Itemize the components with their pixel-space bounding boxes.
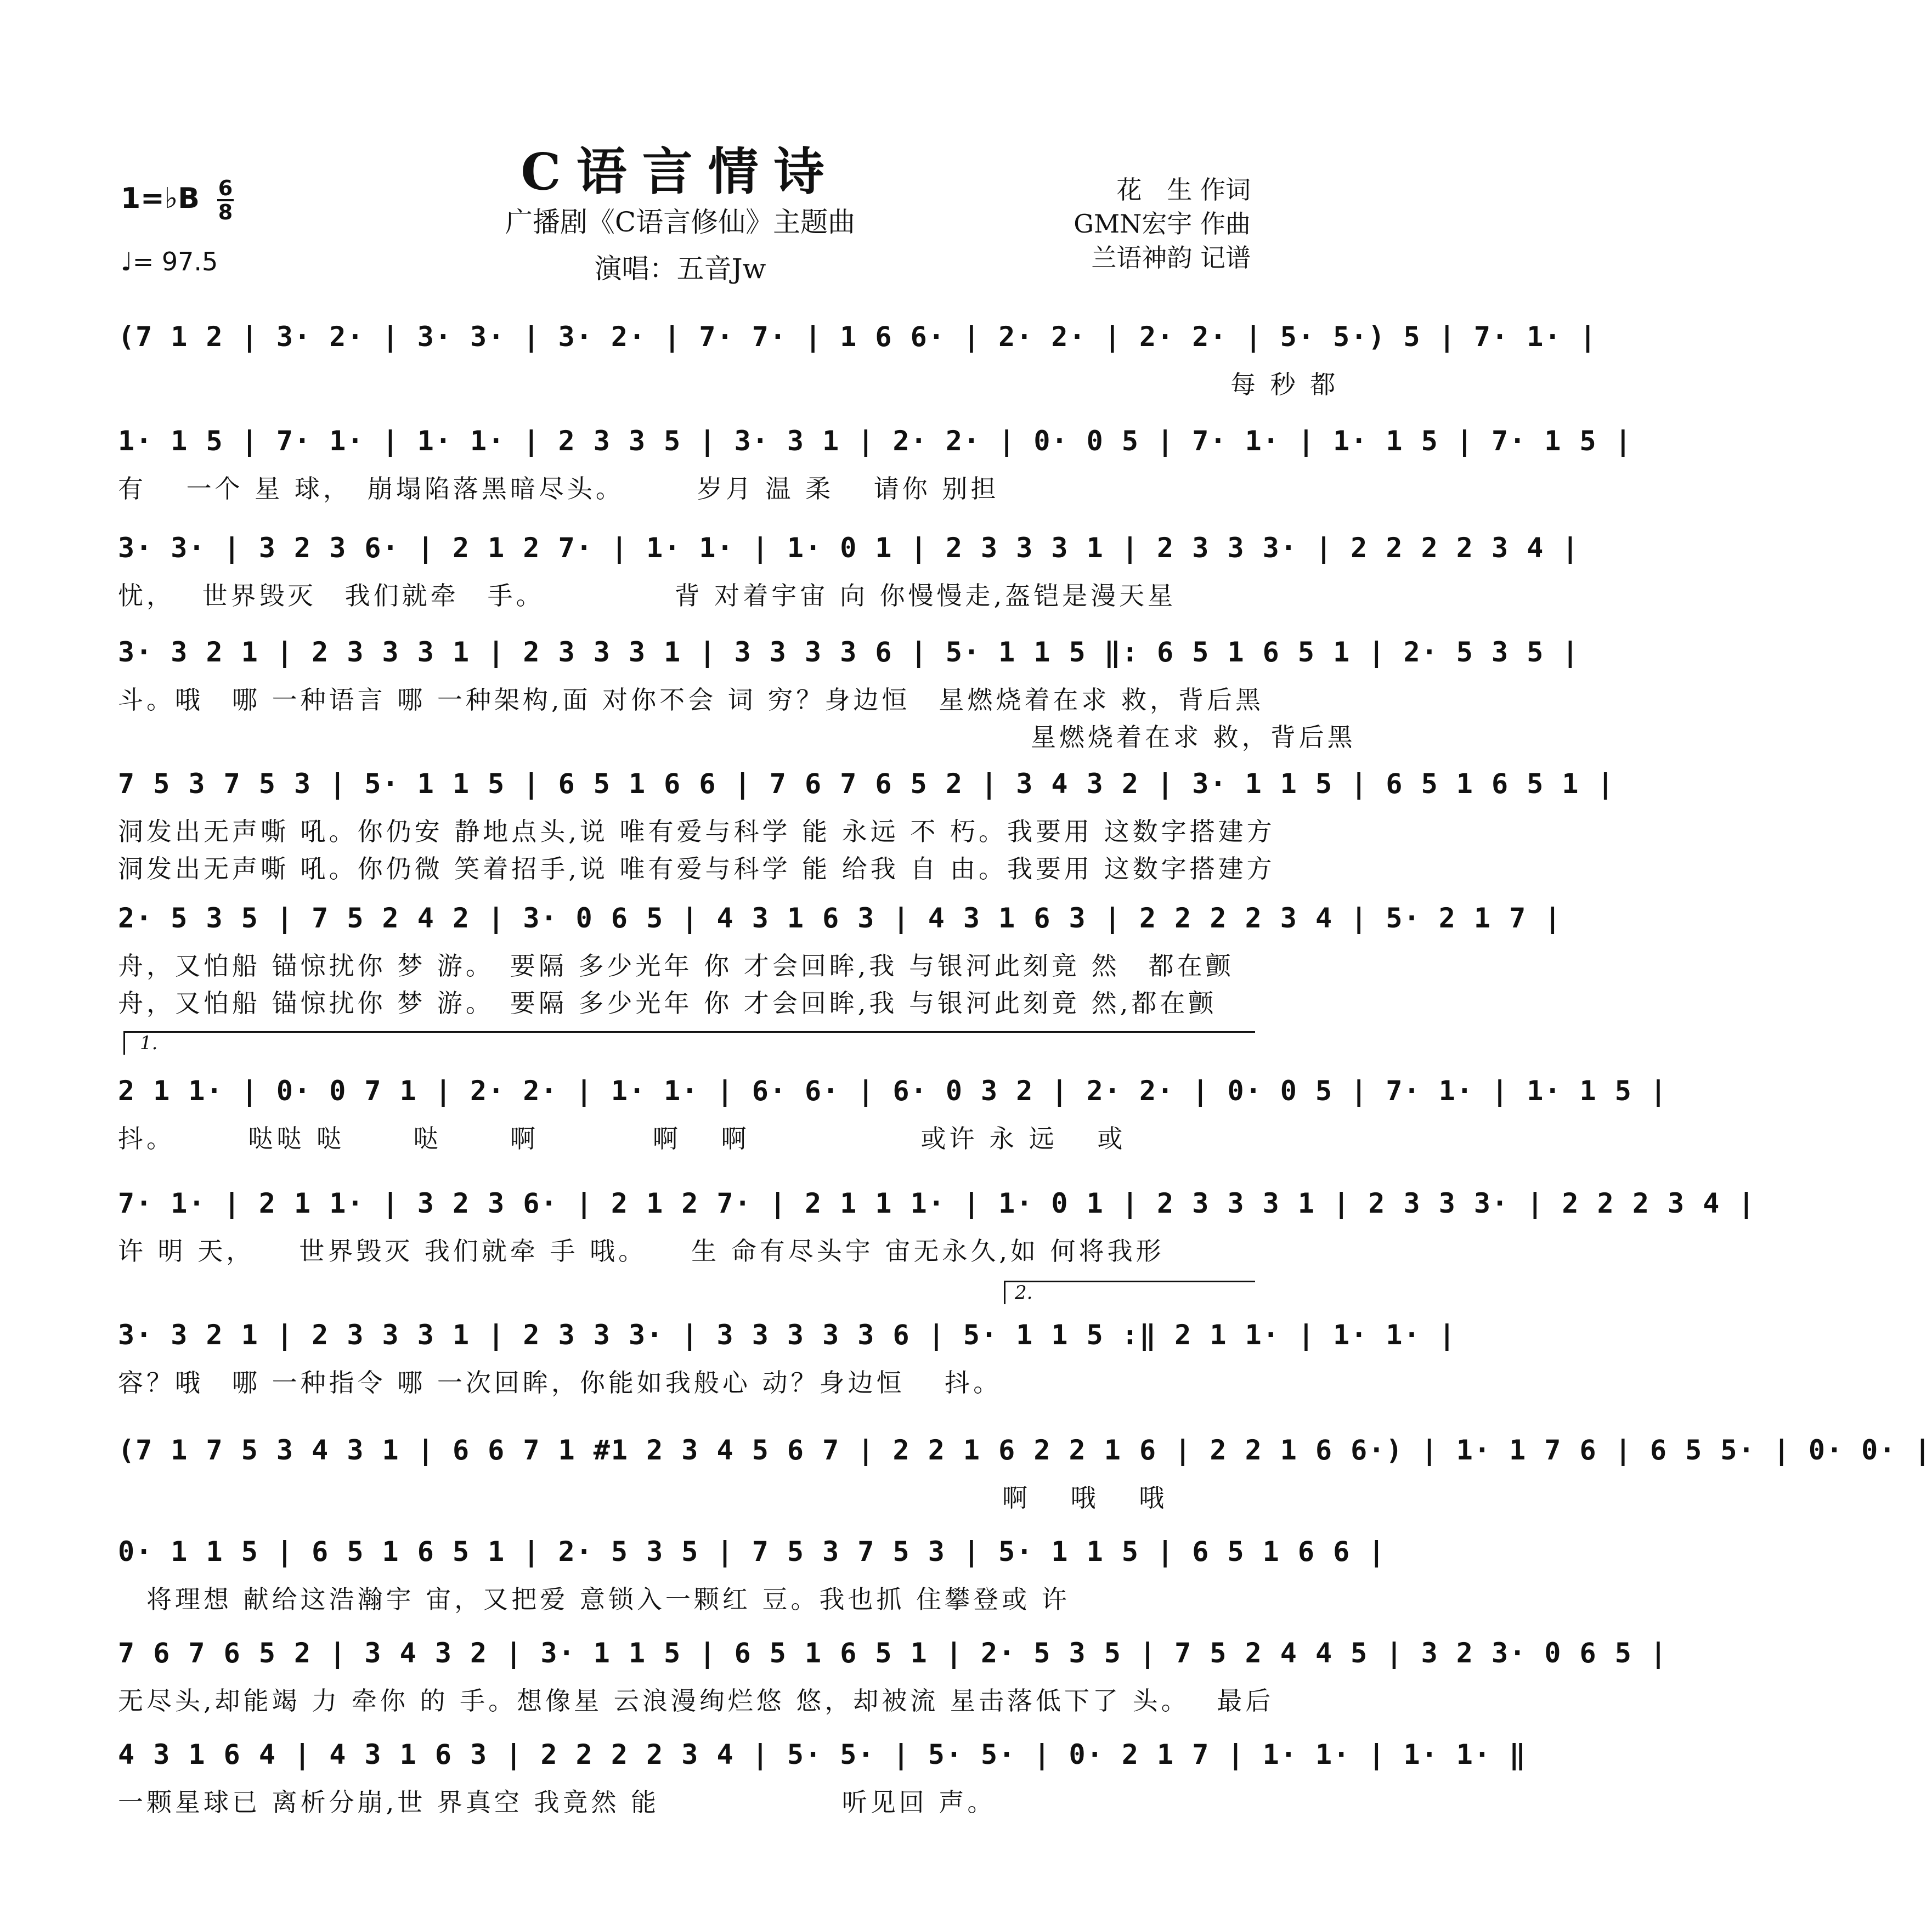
notation-line: 7 6 7 6 5 2 | 3 4 3 2 | 3· 1 1 5 | 6 5 1 6 5 1 | 2· 5 3 5 | 7 5 2 4 4 5 | 3 2 3· 0 6 5 | xyxy=(118,1637,1668,1669)
second-ending-label: 2. xyxy=(1015,1282,1033,1304)
time-signature-bottom: 8 xyxy=(218,200,233,224)
singer-credit: 演唱：五音Jw xyxy=(594,253,766,285)
key-and-time-signature xyxy=(121,178,234,222)
composer-credit: GMN宏宇 作曲 xyxy=(1074,209,1251,239)
song-title: C语言情诗 xyxy=(521,142,840,201)
tempo-marking: ♩= 97.5 xyxy=(121,247,218,276)
lyric-line-2: 星燃烧着在求 救，背后黑 xyxy=(118,722,1356,752)
key-signature: 1=♭B xyxy=(121,182,200,215)
transcriber-credit: 兰语神韵 记谱 xyxy=(1091,243,1251,273)
notation-line: 4 3 1 6 4 | 4 3 1 6 3 | 2 2 2 2 3 4 | 5· 5· | 5· 5· | 0· 2 1 7 | 1· 1· | 1· 1· ‖ xyxy=(118,1739,1527,1770)
notation-line: 3· 3 2 1 | 2 3 3 3 1 | 2 3 3 3· | 3 3 3 3 3 6 | 5· 1 1 5 :‖ 2 1 1· | 1· 1· | xyxy=(118,1319,1456,1351)
time-signature xyxy=(217,178,234,222)
notation-line: (7 1 2 | 3· 2· | 3· 3· | 3· 2· | 7· 7· | 1 6 6· | 2· 2· | 2· 2· | 5· 5·) 5 | 7· 1· | xyxy=(118,321,1597,353)
notation-line: 3· 3· | 3 2 3 6· | 2 1 2 7· | 1· 1· | 1· 0 1 | 2 3 3 3 1 | 2 3 3 3· | 2 2 2 2 3 4 | xyxy=(118,532,1580,564)
lyric-line-1: 每 秒 都 xyxy=(118,370,1339,399)
lyric-line-1: 啊 哦 哦 xyxy=(118,1483,1168,1513)
lyric-line-1: 将理想 献给这浩瀚宇 宙，又把爱 意锁入一颗红 豆。我也抓 住攀登或 许 xyxy=(118,1585,1070,1614)
lyric-line-1: 有 一个 星 球， 崩塌陷落黑暗尽头。 岁月 温 柔 请你 别担 xyxy=(118,474,999,503)
first-ending-label: 1. xyxy=(140,1032,158,1054)
notation-line: 7· 1· | 2 1 1· | 3 2 3 6· | 2 1 2 7· | 2 1 1 1· | 1· 0 1 | 2 3 3 3 1 | 2 3 3 3· | 2 2 2 3 4 | xyxy=(118,1187,1756,1219)
first-ending-bracket xyxy=(123,1031,1255,1055)
notation-line: 3· 3 2 1 | 2 3 3 3 1 | 2 3 3 3 1 | 3 3 3 3 6 | 5· 1 1 5 ‖: 6 5 1 6 5 1 | 2· 5 3 5 | xyxy=(118,636,1580,668)
time-signature-top: 6 xyxy=(218,176,233,200)
notation-line: 7 5 3 7 5 3 | 5· 1 1 5 | 6 5 1 6 6 | 7 6 7 6 5 2 | 3 4 3 2 | 3· 1 1 5 | 6 5 1 6 5 1 | xyxy=(118,768,1615,800)
notation-line: 2 1 1· | 0· 0 7 1 | 2· 2· | 1· 1· | 6· 6· | 6· 0 3 2 | 2· 2· | 0· 0 5 | 7· 1· | 1· 1 5 | xyxy=(118,1075,1668,1107)
lyric-line-1: 斗。哦 哪 一种语言 哪 一种架构,面 对你不会 词 穷？身边恒 星燃烧着在求 救，背后黑 xyxy=(118,685,1264,715)
notation-line: 2· 5 3 5 | 7 5 2 4 2 | 3· 0 6 5 | 4 3 1 6 3 | 4 3 1 6 3 | 2 2 2 2 3 4 | 5· 2 1 7 | xyxy=(118,902,1562,934)
notation-line: 1· 1 5 | 7· 1· | 1· 1· | 2 3 3 5 | 3· 3 1 | 2· 2· | 0· 0 5 | 7· 1· | 1· 1 5 | 7· 1 5 | xyxy=(118,425,1632,457)
notation-line: 0· 1 1 5 | 6 5 1 6 5 1 | 2· 5 3 5 | 7 5 3 7 5 3 | 5· 1 1 5 | 6 5 1 6 6 | xyxy=(118,1536,1386,1568)
lyric-line-2: 舟，又怕船 锚惊扰你 梦 游。 要隔 多少光年 你 才会回眸,我 与银河此刻竟 然,都在颤 xyxy=(118,988,1217,1018)
lyric-line-1: 一颗星球已 离析分崩,世 界真空 我竟然 能 听见回 声。 xyxy=(118,1787,996,1817)
lyric-line-1: 无尽头,却能竭 力 牵你 的 手。想像星 云浪漫绚烂悠 悠，却被流 星击落低下了 头。 最后 xyxy=(118,1686,1274,1716)
lyric-line-2: 洞发出无声嘶 吼。你仍微 笑着招手,说 唯有爱与科学 能 给我 自 由。我要用 这数字搭建方 xyxy=(118,854,1275,884)
notation-line: (7 1 7 5 3 4 3 1 | 6 6 7 1 #1 2 3 4 5 6 7 | 2 2 1 6 2 2 1 6 | 2 2 1 6 6·) | 1· 1 7 6 | 6 5 5· | 0· 0· | xyxy=(118,1434,1932,1466)
lyric-line-1: 许 明 天， 世界毁灭 我们就牵 手 哦。 生 命有尽头宇 宙无永久,如 何将我形 xyxy=(118,1236,1165,1266)
lyric-line-1: 洞发出无声嘶 吼。你仍安 静地点头,说 唯有爱与科学 能 永远 不 朽。我要用 这数字搭建方 xyxy=(118,817,1275,846)
lyric-line-1: 舟，又怕船 锚惊扰你 梦 游。 要隔 多少光年 你 才会回眸,我 与银河此刻竟 然 都在颤 xyxy=(118,951,1234,981)
song-subtitle: 广播剧《C语言修仙》主题曲 xyxy=(505,206,856,238)
lyric-line-1: 容？哦 哪 一种指令 哪 一次回眸，你能如我般心 动？身边恒 抖。 xyxy=(118,1368,1002,1397)
second-ending-bracket xyxy=(1004,1281,1255,1304)
lyric-line-1: 抖。 哒哒 哒 哒 啊 啊 啊 或许 永 远 或 xyxy=(118,1124,1126,1153)
lyricist-credit: 花 生 作词 xyxy=(1116,175,1251,205)
lyric-line-1: 忧， 世界毁灭 我们就牵 手。 背 对着宇宙 向 你慢慢走,盔铠是漫天星 xyxy=(118,581,1177,610)
